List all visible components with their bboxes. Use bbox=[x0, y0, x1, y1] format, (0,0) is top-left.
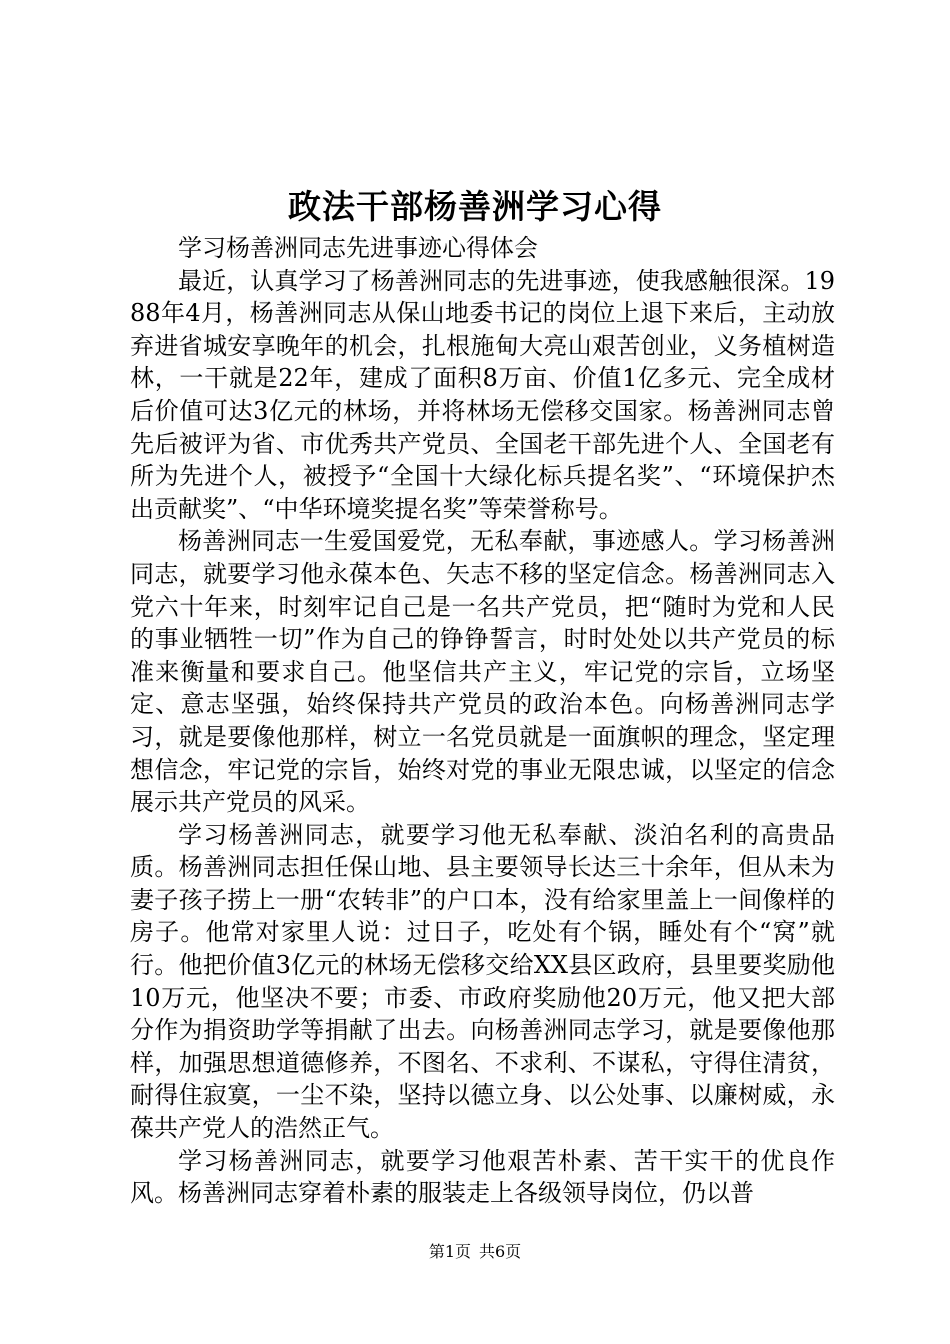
paragraph: 杨善洲同志一生爱国爱党，无私奉献，事迹感人。学习杨善洲同志，就要学习他永葆本色、矢志不移的坚定信念。杨善洲同志入党六十年来，时刻牢记自己是一名共产党员，把“随时为党和人民的事业牺牲一切”作为自己的铮铮誓言，时时处处以共产党员的标准来衡量和要求自己。他坚信共产主义，牢记党的宗旨，立场坚定、意志坚强，始终保持共产党员的政治本色。向杨善洲同志学习，就是要像他那样，树立一名党员就是一面旗帜的理念，坚定理想信念，牢记党的宗旨，始终对党的事业无限忠诚，以坚定的信念展示共产党员的风采。 bbox=[130, 527, 835, 817]
paragraph: 学习杨善洲同志，就要学习他无私奉献、淡泊名利的高贵品质。杨善洲同志担任保山地、县主要领导长达三十余年，但从未为妻子孩子捞上一册“农转非”的户口本，没有给家里盖上一间像样的房子。他常对家里人说：过日子，吃处有个锅，睡处有个“窝”就行。他把价值3亿元的林场无偿移交给XX县区政府，县里要奖励他10万元，他坚决不要；市委、市政府奖励他20万元，他又把大部分作为捐资助学等捐献了出去。向杨善洲同志学习，就是要像他那样，加强思想道德修养，不图名、不求利、不谋私，守得住清贫，耐得住寂寞，一尘不染，坚持以德立身、以公处事、以廉树威，永葆共产党人的浩然正气。 bbox=[130, 820, 835, 1143]
paragraph: 学习杨善洲同志，就要学习他艰苦朴素、苦干实干的优良作风。杨善洲同志穿着朴素的服装走上各级领导岗位，仍以普 bbox=[130, 1146, 835, 1208]
page-footer bbox=[0, 1240, 950, 1264]
document-body bbox=[130, 232, 835, 1210]
page-number: 第1页 bbox=[428, 1242, 471, 1261]
paragraph-subtitle: 学习杨善洲同志先进事迹心得体会 bbox=[178, 234, 538, 262]
paragraph: 最近，认真学习了杨善洲同志的先进事迹，使我感触很深。1988年4月，杨善洲同志从保山地委书记的岗位上退下来后，主动放弃进省城安享晚年的机会，扎根施甸大亮山艰苦创业，义务植树造林，一干就是22年，建成了面积8万亩、价值1亿多元、完全成材后价值可达3亿元的林场，并将林场无偿移交国家。杨善洲同志曾先后被评为省、市优秀共产党员、全国老干部先进个人、全国老有所为先进个人，被授予“全国十大绿化标兵提名奖”、“环境保护杰出贡献奖”、“中华环境奖提名奖”等荣誉称号。 bbox=[130, 266, 835, 523]
page-total: 共6页 bbox=[479, 1242, 522, 1261]
document-title: 政法干部杨善洲学习心得 bbox=[288, 187, 662, 226]
